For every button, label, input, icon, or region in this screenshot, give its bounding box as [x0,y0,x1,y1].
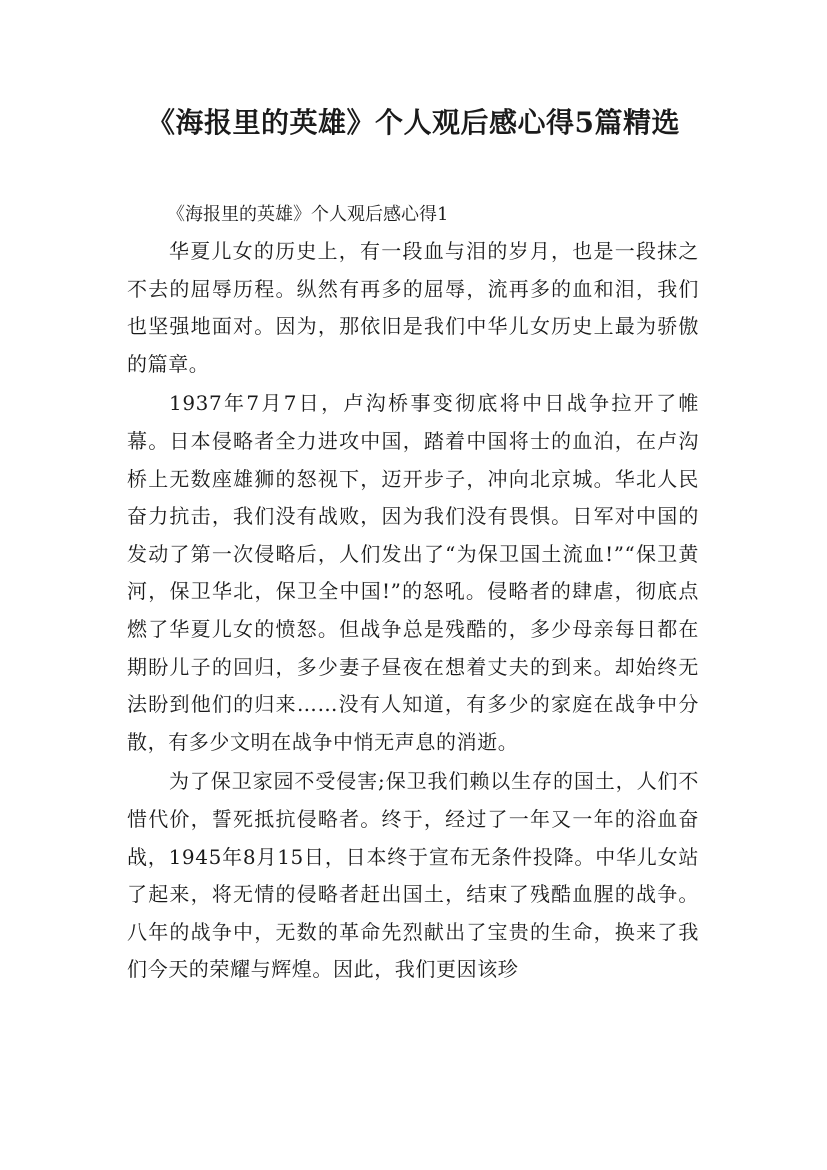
document-title: 《海报里的英雄》个人观后感心得5篇精选 [147,106,680,139]
section-title: 《海报里的英雄》个人观后感心得1 [167,204,449,225]
paragraph-3: 为了保卫家园不受侵害;保卫我们赖以生存的国土，人们不惜代价，誓死抵抗侵略者。终于，经过了一年又一年的浴血奋战，1945年8月15日，日本终于宣布无条件投降。中华儿女站了起来，将无情的侵略者赶出国土，结束了残酷血腥的战争。八年的战争中，无数的革命先烈献出了宝贵的生命，换来了我们今天的荣耀与辉煌。因此，我们更因该珍 [127,769,699,982]
paragraph-1: 华夏儿女的历史上，有一段血与泪的岁月，也是一段抹之不去的屈辱历程。纵然有再多的屈辱，流再多的血和泪，我们也坚强地面对。因为，那依旧是我们中华儿女历史上最为骄傲的篇章。 [127,239,699,376]
document-body [127,200,699,989]
paragraph-2: 1937年7月7日，卢沟桥事变彻底将中日战争拉开了帷幕。日本侵略者全力进攻中国，踏着中国将士的血泊，在卢沟桥上无数座雄狮的怒视下，迈开步子，冲向北京城。华北人民奋力抗击，我们没有战败，因为我们没有畏惧。日军对中国的发动了第一次侵略后，人们发出了“为保卫国土流血!”“保卫黄河，保卫华北，保卫全中国!”的怒吼。侵略者的肆虐，彻底点燃了华夏儿女的愤怒。但战争总是残酷的，多少母亲每日都在期盼儿子的回归，多少妻子昼夜在想着丈夫的到来。却始终无法盼到他们的归来……没有人知道，有多少的家庭在战争中分散，有多少文明在战争中悄无声息的消逝。 [127,391,699,754]
